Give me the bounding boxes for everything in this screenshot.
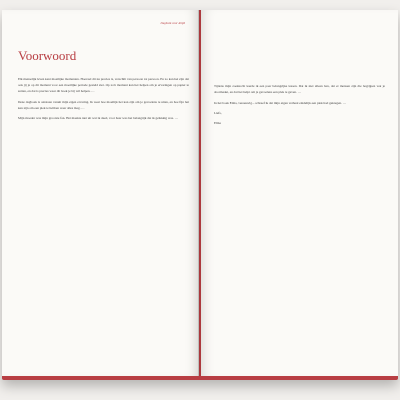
right-text-block [214,83,385,130]
running-header: Dagboek voor Altijd [160,21,185,25]
left-text-block [18,76,189,126]
paragraph: Deze dagboek is ontstaan vanuit mijn eigen ervaring. Ik weet hoe moeilijk het kan zijn om je gevoelens te uiten, en hoe fijn het kan zijn om een plek te hebben waar alles mag. … [18,99,189,110]
right-page [201,10,398,376]
open-book [2,10,398,380]
paragraph: In het boek Elma, vereeuwig... schreef ik dat mijn eigen verhaal eindelijk een plek had gekregen. … [214,100,347,105]
paragraph: Elk menselijk leven kent moeilijke momenten. Hoeveel dit nu precies is, verschilt van persoon tot persoon. En zo kan het zijn dat ook jij je op dit moment voor een moeilijke periode gesteld ziet. Op zo'n moment kan het helpen om je ervaringen op papier te zetten, en dat is precies waar dit boek je bij wil helpen. … [18,77,189,93]
signature-name: Elma [214,121,221,125]
left-page [2,10,199,376]
paragraph: Mijn moeder was mijn grootste fan. Het maakte niet uit wat ik deed, voor haar was het belangrijk dat ik gelukkig was. … [18,116,178,120]
paragraph: Tijdens mijn zoektocht leerde ik een paar belangrijke lessen. Dat ik niet alleen ben, dat er mensen zijn die begrijpen wat je doormaakt, en dat het helpt om je gevoelens een plek te geven. … [214,84,385,94]
closing-greeting: Liefs, [214,111,222,115]
page-title: Voorwoord [18,48,77,63]
